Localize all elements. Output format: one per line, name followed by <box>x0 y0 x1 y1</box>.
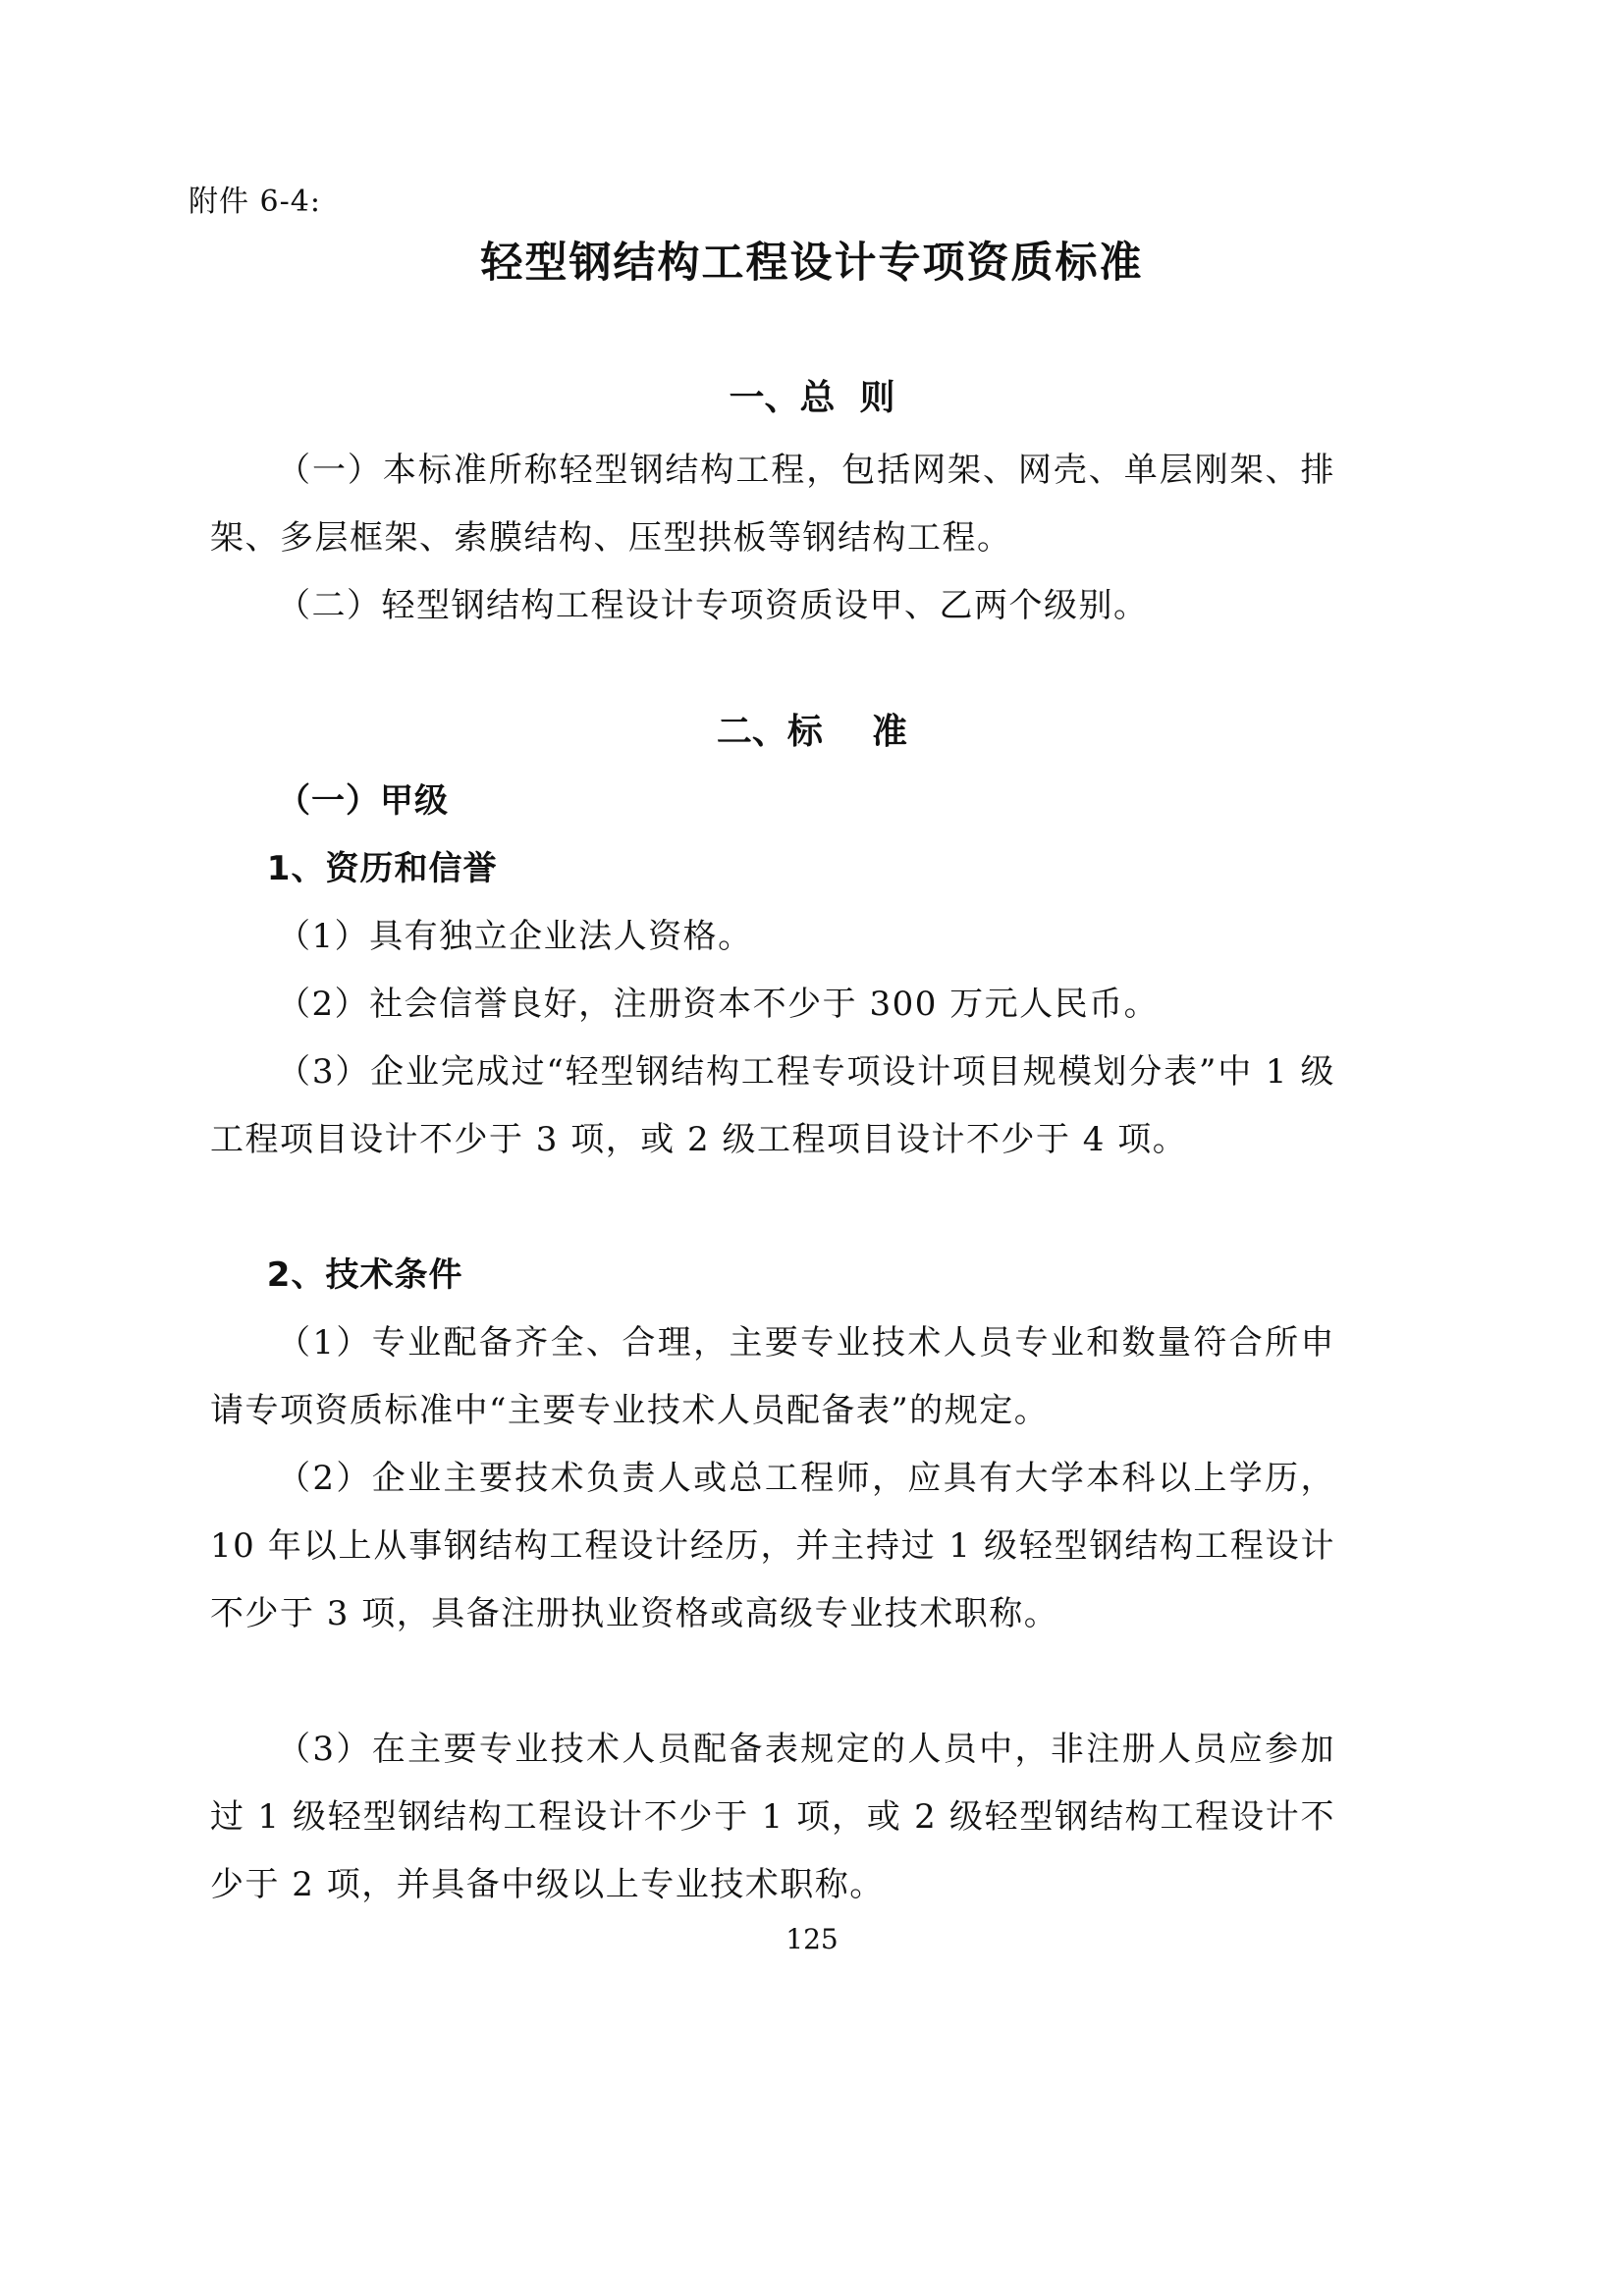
item-heading-technical: 2、技术条件 <box>266 1255 463 1295</box>
paragraph-chief-engineer: （2）企业主要技术负责人或总工程师，应具有大学本科以上学历， 10 年以上从事钢结构工程设计经历，并主持过 1 级轻型钢结构工程设计不少于 3 项，具备注册执业资格或高级专业技术职称。 <box>210 1459 1335 1633</box>
section-heading-standards: 二、标 准 <box>716 712 908 752</box>
attachment-label: 附件 6-4: <box>189 185 321 219</box>
paragraph-grades: （二）轻型钢结构工程设计专项资质设甲、乙两个级别。 <box>277 586 1149 625</box>
section-heading-general: 一、总 则 <box>729 378 895 418</box>
grade-heading-a: （一）甲级 <box>277 781 449 821</box>
paragraph-legal-entity: （1）具有独立企业法人资格。 <box>277 917 753 956</box>
paragraph-staffing: （1）专业配备齐全、合理，主要专业技术人员专业和数量符合所申请专项资质标准中“主要专业技术人员配备表”的规定。 <box>210 1323 1335 1430</box>
paragraph-scope: （一）本标准所称轻型钢结构工程，包括网架、网壳、单层刚架、排架、多层框架、索膜结构、压型拱板等钢结构工程。 <box>210 451 1335 558</box>
page-number: 125 <box>785 1923 839 1955</box>
item-heading-qualification: 1、资历和信誉 <box>266 849 498 888</box>
document-title: 轻型钢结构工程设计专项资质标准 <box>480 239 1144 288</box>
paragraph-project-record: （3）企业完成过“轻型钢结构工程专项设计项目规模划分表”中 1 级工程项目设计不少于 3 项，或 2 级工程项目设计不少于 4 项。 <box>210 1052 1335 1159</box>
paragraph-registered-capital: （2）社会信誉良好，注册资本不少于 300 万元人民币。 <box>277 985 1160 1024</box>
paragraph-staff-experience: （3）在主要专业技术人员配备表规定的人员中，非注册人员应参加过 1 级轻型钢结构工程设计不少于 1 项，或 2 级轻型钢结构工程设计不少于 2 项，并具备中级以上专业技术职称。 <box>210 1730 1335 1904</box>
